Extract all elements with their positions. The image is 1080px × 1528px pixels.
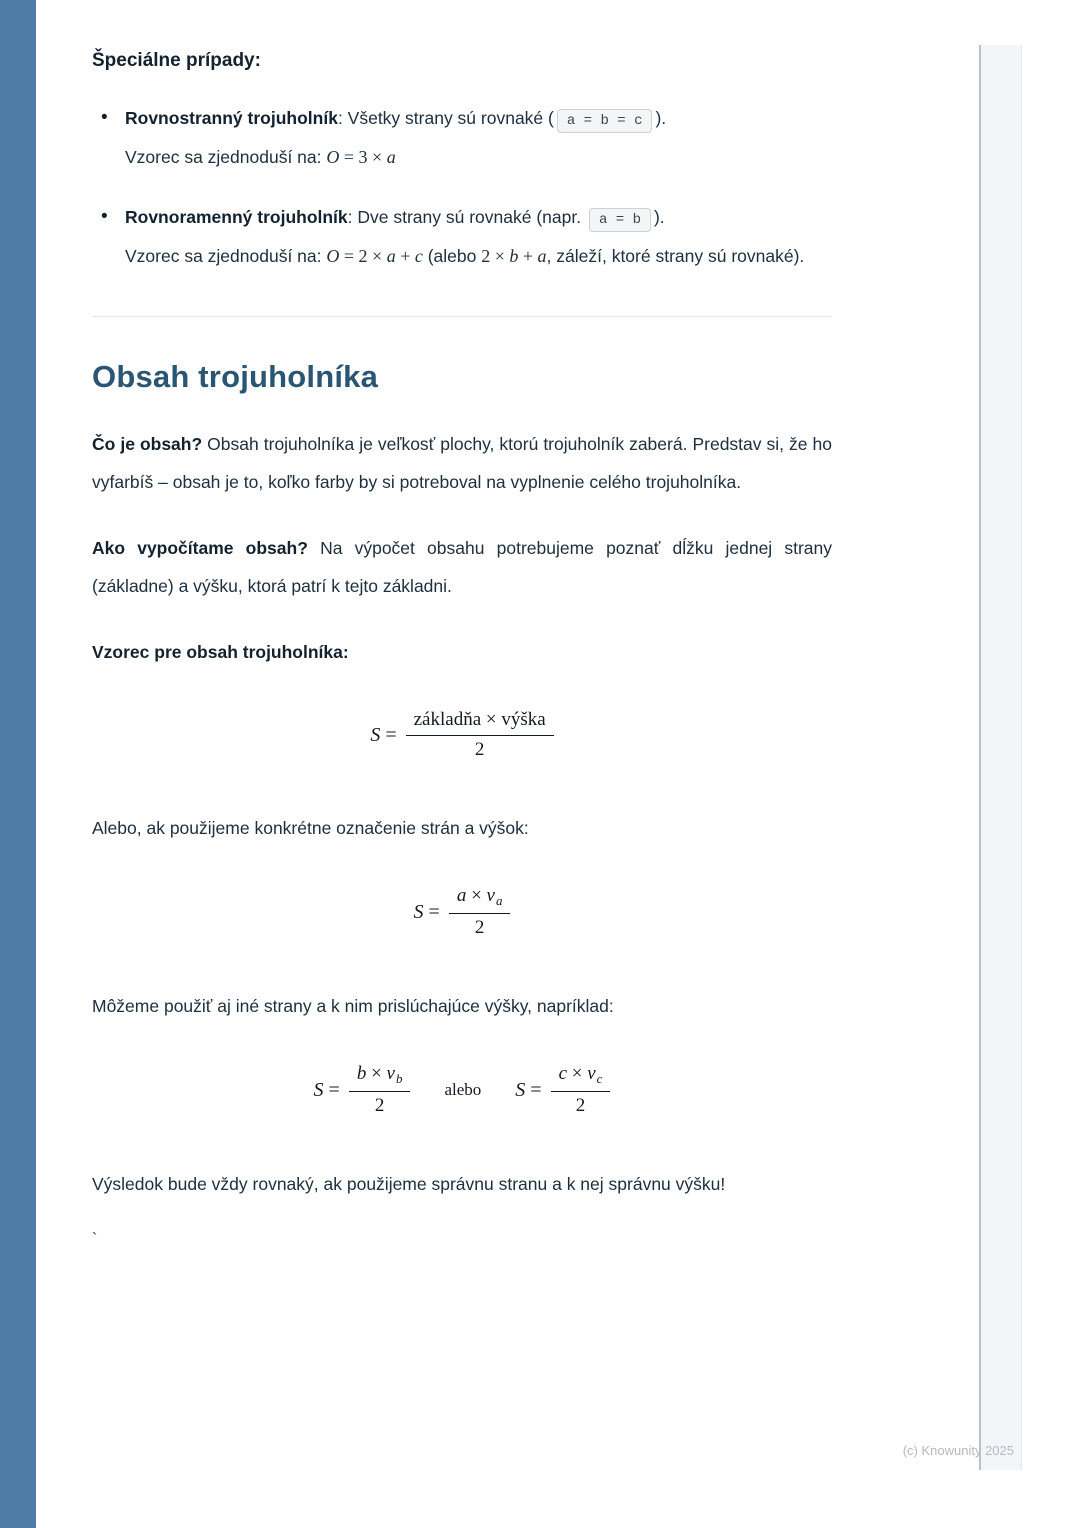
bullet-term: Rovnoramenný trojuholník xyxy=(125,207,348,227)
inline-code-chip: a = b xyxy=(589,208,651,232)
paragraph-other-sides: Môžeme použiť aj iné strany a k nim prislúchajúce výšky, napríklad: xyxy=(92,996,614,1016)
fraction-denominator: 2 xyxy=(474,739,485,760)
math-subscript: b xyxy=(395,1071,403,1086)
fraction xyxy=(349,1061,411,1119)
paragraph-how-to-compute xyxy=(92,529,832,605)
special-cases-heading: Špeciálne prípady: xyxy=(92,50,261,71)
formula-area-side-b xyxy=(314,1061,411,1119)
math-var: c xyxy=(414,246,423,266)
math-text: + xyxy=(395,246,415,266)
formula-row-side-a xyxy=(92,883,832,941)
bullet-line xyxy=(125,238,832,274)
math-var: c xyxy=(558,1063,568,1084)
math-text: = xyxy=(380,723,402,746)
page-title: Obsah trojuholníka xyxy=(92,359,379,394)
math-text: = xyxy=(423,900,445,923)
lead-in-bold: Ako vypočítame obsah? xyxy=(92,538,308,558)
math-var: b xyxy=(509,246,519,266)
math-var: S xyxy=(313,1078,324,1101)
fraction xyxy=(449,883,511,941)
fraction xyxy=(551,1061,611,1119)
math-text: = 3 × xyxy=(339,147,387,167)
bullet-line xyxy=(125,199,832,238)
math-text: + xyxy=(518,246,538,266)
bullet-line xyxy=(125,100,832,139)
formula-area-general xyxy=(370,707,553,763)
section-divider xyxy=(92,316,832,317)
math-var: a xyxy=(537,246,547,266)
math-text: × xyxy=(366,1063,387,1084)
fraction-numerator: základňa × výška xyxy=(406,707,554,736)
text-segment: , záleží, ktoré strany sú rovnaké). xyxy=(546,246,805,266)
formula-row-sides-b-c xyxy=(92,1061,832,1119)
math-text: = xyxy=(323,1078,345,1101)
lead-in-bold: Čo je obsah? xyxy=(92,434,203,454)
left-accent-bar xyxy=(0,0,36,1528)
math-var: a xyxy=(386,246,396,266)
copyright-footer: (c) Knowunity 2025 xyxy=(902,1443,1014,1458)
math-text: × xyxy=(466,885,487,906)
fraction-numerator xyxy=(551,1061,611,1092)
math-text: = xyxy=(525,1078,547,1101)
paragraph-what-is-area xyxy=(92,425,832,501)
math-var: a xyxy=(386,147,396,167)
formula-area-side-a xyxy=(414,883,511,941)
list-item-equilateral xyxy=(92,100,832,175)
document-content xyxy=(92,0,832,1249)
math-var: S xyxy=(515,1078,526,1101)
math-var: v xyxy=(587,1063,596,1084)
math-var: a xyxy=(456,885,467,906)
text-segment: : Všetky strany sú rovnaké ( xyxy=(337,108,554,128)
math-text: = 2 × xyxy=(339,246,387,266)
formula-area-side-c xyxy=(515,1061,610,1119)
fraction-denominator: 2 xyxy=(575,1095,586,1116)
formula-row-general xyxy=(92,707,832,763)
math-var: b xyxy=(356,1063,367,1084)
bullet-term: Rovnostranný trojuholník xyxy=(125,108,338,128)
math-var: S xyxy=(413,900,424,923)
paragraph-conclusion: Výsledok bude vždy rovnaký, ak použijeme správnu stranu a k nej správnu výšku! xyxy=(92,1174,726,1194)
text-segment: Na výpočet obsahu potrebujeme poznať dĺžku jednej strany (základne) a výšku, ktorá patrí k tejto základni. xyxy=(92,538,833,596)
math-text: × xyxy=(567,1063,588,1084)
fraction-denominator: 2 xyxy=(374,1095,385,1116)
special-cases-list xyxy=(92,100,832,274)
text-segment: ). xyxy=(653,207,665,227)
right-scrollbar-track[interactable] xyxy=(979,45,1022,1470)
math-subscript: c xyxy=(596,1071,603,1086)
paragraph-alternative-notation: Alebo, ak použijeme konkrétne označenie strán a výšok: xyxy=(92,818,529,838)
text-segment: Vzorec sa zjednoduší na: xyxy=(125,147,327,167)
formula-separator: alebo xyxy=(444,1080,482,1099)
inline-code-chip: a = b = c xyxy=(557,109,653,133)
math-var: v xyxy=(386,1063,395,1084)
list-item-isosceles xyxy=(92,199,832,274)
fraction-numerator xyxy=(349,1061,411,1092)
text-segment: Obsah trojuholníka je veľkosť plochy, ktorú trojuholník zaberá. Predstav si, že ho vyfarbíš – obsah je to, koľko farby by si potreboval na vyplnenie celého trojuholníka. xyxy=(92,434,832,492)
formula-label: Vzorec pre obsah trojuholníka: xyxy=(92,642,349,662)
math-text: 2 × xyxy=(481,246,510,266)
text-segment: : Dve strany sú rovnaké (napr. xyxy=(347,207,586,227)
text-segment: ). xyxy=(655,108,667,128)
fraction xyxy=(406,707,554,763)
stray-backtick: ` xyxy=(92,1231,98,1248)
math-var: S xyxy=(370,723,381,746)
math-var: v xyxy=(486,885,495,906)
math-subscript: a xyxy=(495,893,503,908)
text-segment: Vzorec sa zjednoduší na: xyxy=(125,246,327,266)
math-var: O xyxy=(326,147,340,167)
bullet-line xyxy=(125,139,832,175)
text-segment: (alebo xyxy=(422,246,482,266)
math-var: O xyxy=(326,246,340,266)
fraction-denominator: 2 xyxy=(474,917,485,938)
fraction-numerator xyxy=(449,883,511,914)
